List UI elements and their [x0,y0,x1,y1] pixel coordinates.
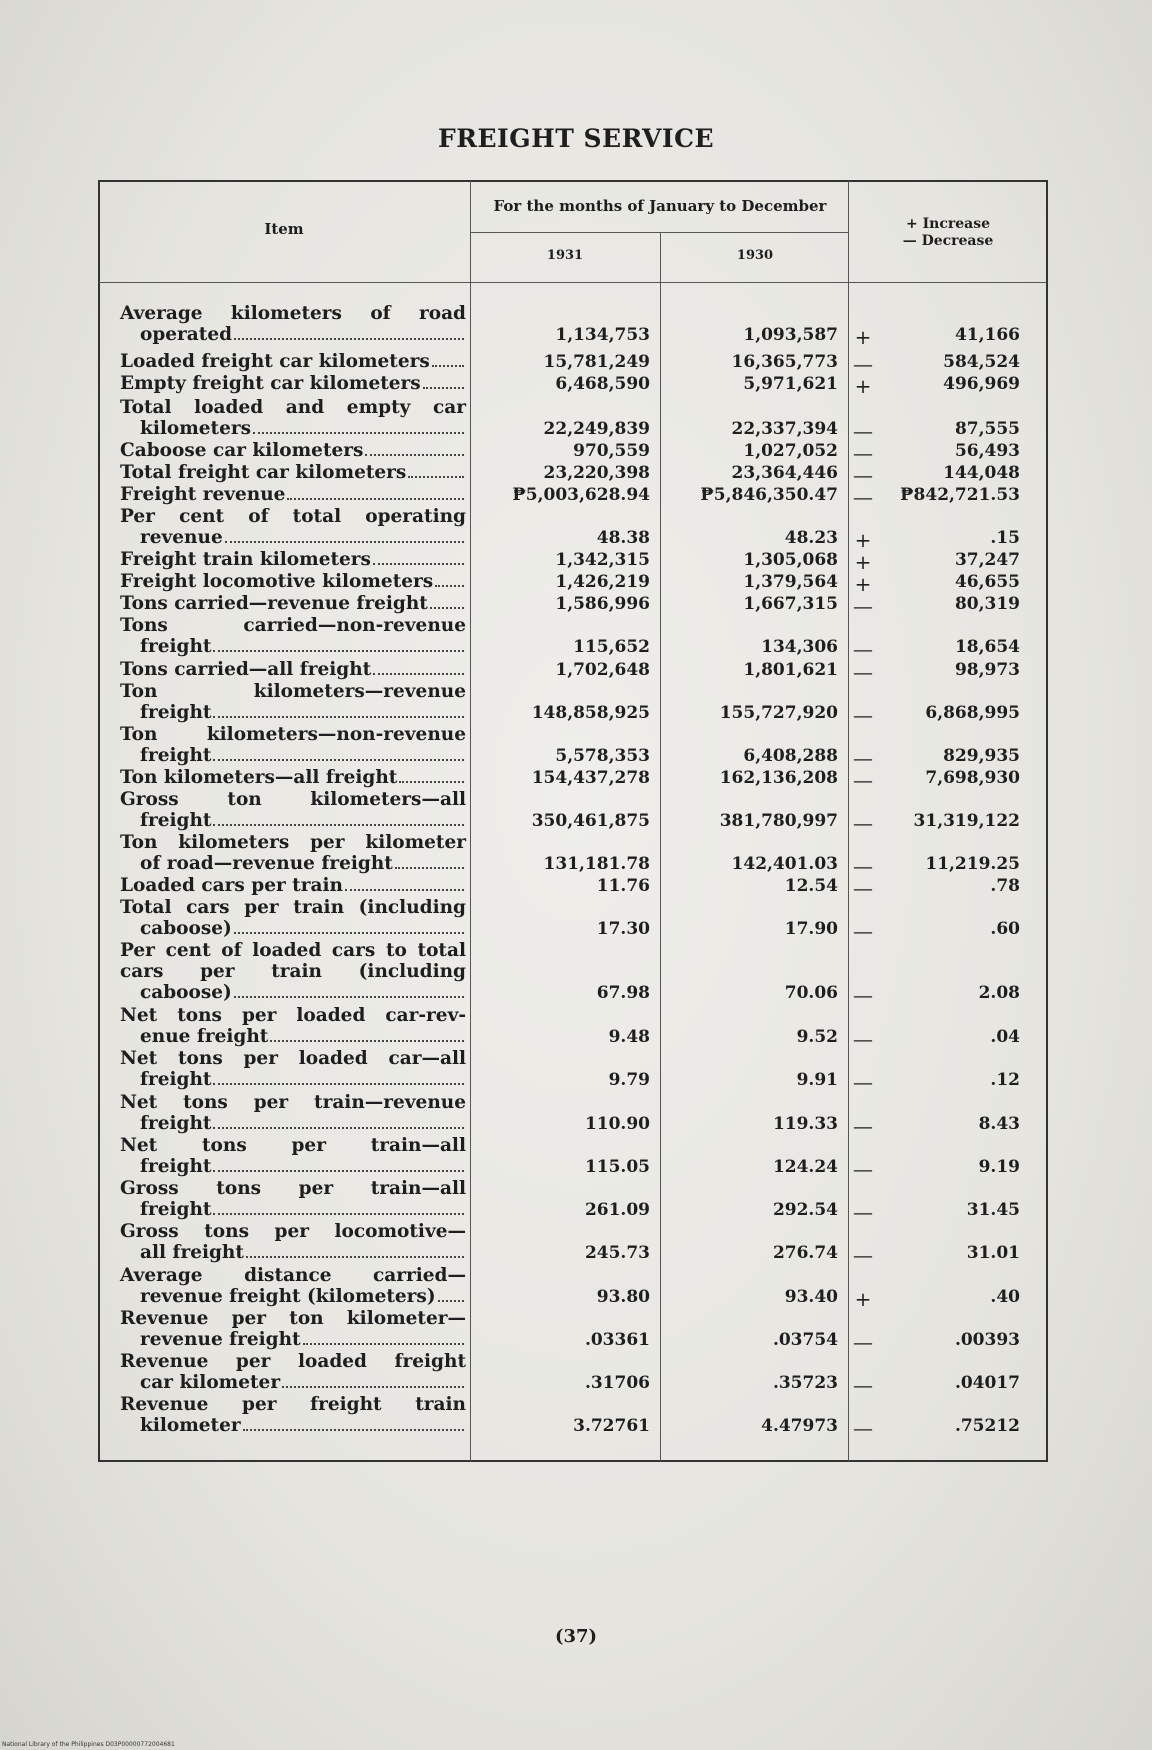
header-rule-bottom [99,282,1047,283]
value-change: .00393 [954,1330,1020,1350]
value-1930: 70.06 [784,983,838,1003]
row-label-text: revenue [140,527,223,548]
change-sign: — [853,919,873,943]
row-label-last-line [120,875,466,896]
change-sign: — [853,463,873,487]
row-label-line: Ton kilometers—revenue [120,681,466,702]
row-label [120,1394,466,1436]
row-label-text: Loaded cars per train [120,875,343,896]
leader-dots [438,1300,464,1302]
change-sign: — [853,854,873,878]
row-label-last-line [120,527,466,548]
row-label-line: Average kilometers of road [120,303,466,324]
row-label-text: revenue freight [140,1329,301,1350]
row-label-last-line [120,1242,466,1263]
row-label [120,303,466,345]
row-label-last-line [120,853,466,874]
value-change: 31.45 [966,1200,1020,1220]
row-label-text: caboose) [140,918,232,939]
row-label-text: all freight [140,1242,244,1263]
row-label-text: Ton kilometers—all freight [120,767,398,788]
row-label [120,681,466,723]
value-1931: 1,426,219 [555,572,650,592]
value-change: .15 [990,528,1020,548]
row-label-text: Caboose car kilometers [120,440,364,461]
column-rule-change [848,181,849,1461]
row-label-last-line [120,593,466,614]
leader-dots [365,454,464,456]
row-label-text: freight [140,1069,212,1090]
row-label-text: Freight revenue [120,484,286,505]
row-label [120,549,466,570]
row-label-last-line [120,1199,466,1220]
row-label-line: Total cars per train (including [120,897,466,918]
value-change: 80,319 [954,594,1020,614]
leader-dots [213,716,464,718]
row-label [120,373,466,394]
row-label [120,875,466,896]
row-label-text: enue freight [140,1026,269,1047]
change-sign: + [854,572,872,596]
leader-dots [432,365,464,367]
value-1930: 23,364,446 [731,463,838,483]
row-label-last-line [120,462,466,483]
change-sign: — [853,1416,873,1440]
value-1931: 3.72761 [573,1416,650,1436]
row-label-text: freight [140,810,212,831]
leader-dots [373,563,464,565]
leader-dots [345,889,464,891]
value-1931: 970,559 [573,441,650,461]
row-label-last-line [120,440,466,461]
change-sign: — [853,983,873,1007]
change-sign: — [853,441,873,465]
value-1931: ₱5,003,628.94 [512,485,650,505]
leader-dots [303,1343,464,1345]
row-label-last-line [120,810,466,831]
value-1931: 350,461,875 [531,811,650,831]
row-label-text: freight [140,1113,212,1134]
row-label-last-line [120,1286,466,1307]
value-change: .04 [990,1027,1020,1047]
value-change: .60 [990,919,1020,939]
row-label-last-line [120,1329,466,1350]
row-label [120,940,466,1003]
change-sign: + [854,1287,872,1311]
row-label-text: freight [140,702,212,723]
value-1930: 1,027,052 [743,441,838,461]
row-label-line: Net tons per train—revenue [120,1092,466,1113]
change-sign: — [853,1157,873,1181]
row-label-last-line [120,659,466,680]
value-change: 11,219.25 [925,854,1020,874]
leader-dots [234,338,464,340]
row-label-last-line [120,1069,466,1090]
value-change: 37,247 [954,550,1020,570]
row-label-text: freight [140,1199,212,1220]
leader-dots [246,1256,464,1258]
leader-dots [213,1083,464,1085]
value-change: .78 [990,876,1020,896]
value-1931: .31706 [584,1373,650,1393]
row-label-last-line [120,324,466,345]
row-label-line: Average distance carried— [120,1265,466,1286]
row-label-line: Gross tons per locomotive— [120,1221,466,1242]
leader-dots [213,1127,464,1129]
value-change: 31,319,122 [913,811,1020,831]
row-label [120,351,466,372]
header-period: For the months of January to December [493,197,827,215]
value-1930: 22,337,394 [731,419,838,439]
change-sign: — [853,703,873,727]
value-1931: 5,578,353 [555,746,650,766]
value-1930: 1,667,315 [743,594,838,614]
value-change: .40 [990,1287,1020,1307]
leader-dots [399,781,464,783]
row-label [120,1351,466,1393]
change-sign: + [854,325,872,349]
row-label [120,506,466,548]
value-1930: .03754 [772,1330,838,1350]
value-1930: .35723 [772,1373,838,1393]
row-label [120,593,466,614]
value-1931: 148,858,925 [531,703,650,723]
row-label-line: Net tons per train—all [120,1135,466,1156]
value-1931: 261.09 [584,1200,650,1220]
value-1931: 245.73 [584,1243,650,1263]
row-label [120,397,466,439]
row-label-last-line [120,1415,466,1436]
row-label-text: Freight train kilometers [120,549,371,570]
change-sign: — [853,876,873,900]
change-sign: — [853,1373,873,1397]
row-label [120,1308,466,1350]
change-sign: + [854,550,872,574]
row-label-text: freight [140,745,212,766]
change-sign: — [853,811,873,835]
value-1931: 1,134,753 [555,325,650,345]
row-label-text: freight [140,1156,212,1177]
row-label-last-line [120,351,466,372]
leader-dots [213,759,464,761]
value-1931: 1,342,315 [555,550,650,570]
row-label-last-line [120,418,466,439]
value-1930: 1,093,587 [743,325,838,345]
change-sign: — [853,485,873,509]
row-label-text: Total freight car kilometers [120,462,407,483]
value-1930: 1,305,068 [743,550,838,570]
row-label [120,462,466,483]
value-change: 7,698,930 [925,768,1020,788]
value-change: 98,973 [954,660,1020,680]
leader-dots [423,387,464,389]
leader-dots [270,1040,464,1042]
leader-dots [408,476,464,478]
row-label [120,484,466,505]
page-number: (37) [554,1626,598,1647]
row-label [120,1135,466,1177]
row-label-line: Tons carried—non-revenue [120,615,466,636]
change-sign: — [853,594,873,618]
row-label-text: revenue freight (kilometers) [140,1286,436,1307]
value-1930: 124.24 [772,1157,838,1177]
value-change: 41,166 [954,325,1020,345]
value-1930: 1,801,621 [743,660,838,680]
value-1930: 5,971,621 [743,374,838,394]
value-1930: 93.40 [784,1287,838,1307]
row-label-last-line [120,745,466,766]
value-1930: 155,727,920 [719,703,838,723]
value-1930: 9.91 [796,1070,838,1090]
row-label-text: freight [140,636,212,657]
change-sign: — [853,660,873,684]
header-change-increase: + Increase [906,216,990,232]
row-label-text: Tons carried—revenue freight [120,593,428,614]
header-rule-period [470,232,848,233]
header-1930: 1930 [736,248,774,263]
leader-dots [213,650,464,652]
row-label [120,767,466,788]
row-label [120,1092,466,1134]
leader-dots [213,1170,464,1172]
value-change: 9.19 [978,1157,1020,1177]
row-label [120,789,466,831]
row-label-line: Per cent of total operating [120,506,466,527]
value-1930: 292.54 [772,1200,838,1220]
row-label [120,571,466,592]
change-sign: + [854,374,872,398]
value-change: .12 [990,1070,1020,1090]
value-1930: 1,379,564 [743,572,838,592]
row-label-line: Ton kilometers—non-revenue [120,724,466,745]
row-label-line: Gross tons per train—all [120,1178,466,1199]
change-sign: — [853,1114,873,1138]
row-label [120,659,466,680]
value-1930: 17.90 [784,919,838,939]
value-1930: 48.23 [784,528,838,548]
change-sign: — [853,1027,873,1051]
row-label [120,897,466,939]
row-label-text: Loaded freight car kilometers [120,351,430,372]
value-1931: 67.98 [596,983,650,1003]
row-label-line: Total loaded and empty car [120,397,466,418]
row-label [120,1178,466,1220]
value-1930: 12.54 [784,876,838,896]
value-1930: 4.47973 [761,1416,838,1436]
row-label-last-line [120,484,466,505]
leader-dots [253,432,464,434]
leader-dots [234,996,464,998]
row-label-last-line [120,1156,466,1177]
value-1931: 110.90 [584,1114,650,1134]
value-1931: 48.38 [596,528,650,548]
row-label-last-line [120,918,466,939]
value-change: 496,969 [943,374,1020,394]
row-label-line: Ton kilometers per kilometer [120,832,466,853]
page-title: FREIGHT SERVICE [437,124,715,153]
row-label-last-line [120,373,466,394]
value-1930: 381,780,997 [719,811,838,831]
value-1930: ₱5,846,350.47 [700,485,838,505]
row-label-line: Net tons per loaded car—all [120,1048,466,1069]
value-1930: 142,401.03 [731,854,838,874]
row-label-last-line [120,1372,466,1393]
value-1931: 1,702,648 [555,660,650,680]
value-1931: 11.76 [596,876,650,896]
row-label-text: car kilometer [140,1372,281,1393]
value-change: 46,655 [954,572,1020,592]
row-label-last-line [120,702,466,723]
row-label [120,1005,466,1047]
change-sign: — [853,1243,873,1267]
row-label-text: kilometer [140,1415,241,1436]
change-sign: — [853,1070,873,1094]
leader-dots [243,1429,464,1431]
value-1931: 1,586,996 [555,594,650,614]
value-1931: 154,437,278 [531,768,650,788]
header-change-decrease: — Decrease [902,233,994,249]
row-label-text: operated [140,324,233,345]
row-label-last-line [120,571,466,592]
value-1930: 16,365,773 [731,352,838,372]
leader-dots [213,1213,464,1215]
row-label-text: kilometers [140,418,252,439]
header-1931: 1931 [546,248,584,263]
row-label-last-line [120,1026,466,1047]
value-change: 31.01 [966,1243,1020,1263]
row-label [120,1221,466,1263]
value-change: 144,048 [943,463,1020,483]
row-label [120,832,466,874]
leader-dots [395,867,464,869]
row-label-line: Revenue per freight train [120,1394,466,1415]
value-1930: 162,136,208 [719,768,838,788]
change-sign: — [853,637,873,661]
value-1931: 23,220,398 [543,463,650,483]
value-1931: 115.05 [584,1157,650,1177]
value-1931: 9.79 [608,1070,650,1090]
row-label [120,1048,466,1090]
source-caption: National Library of the Philippines D03P00000772004681 [2,1741,175,1748]
change-sign: — [853,419,873,443]
row-label-last-line [120,982,466,1003]
value-1931: 6,468,590 [555,374,650,394]
change-sign: — [853,1330,873,1354]
row-label-line: Net tons per loaded car-rev- [120,1005,466,1026]
row-label-line: Gross ton kilometers—all [120,789,466,810]
value-change: 6,868,995 [925,703,1020,723]
value-1930: 134,306 [761,637,838,657]
row-label [120,1265,466,1307]
row-label-line: Revenue per ton kilometer— [120,1308,466,1329]
value-1930: 9.52 [796,1027,838,1047]
row-label-last-line [120,767,466,788]
value-change: ₱842,721.53 [900,485,1020,505]
row-label [120,440,466,461]
change-sign: + [854,528,872,552]
leader-dots [373,673,464,675]
row-label-text: of road—revenue freight [140,853,393,874]
value-change: .04017 [954,1373,1020,1393]
row-label-last-line [120,1113,466,1134]
change-sign: — [853,1200,873,1224]
value-1931: 115,652 [573,637,650,657]
value-change: .75212 [954,1416,1020,1436]
row-label-text: caboose) [140,982,232,1003]
value-change: 87,555 [954,419,1020,439]
value-1931: 22,249,839 [543,419,650,439]
leader-dots [213,824,464,826]
leader-dots [225,541,464,543]
value-change: 18,654 [954,637,1020,657]
row-label-line: Per cent of loaded cars to total [120,940,466,961]
row-label [120,724,466,766]
value-1931: 15,781,249 [543,352,650,372]
row-label-text: Tons carried—all freight [120,659,372,680]
value-1930: 119.33 [772,1114,838,1134]
value-1931: 93.80 [596,1287,650,1307]
row-label-last-line [120,636,466,657]
leader-dots [287,498,464,500]
value-change: 56,493 [954,441,1020,461]
leader-dots [430,607,464,609]
value-1931: 131,181.78 [543,854,650,874]
column-rule-years [660,232,661,1461]
row-label-line: cars per train (including [120,961,466,982]
value-change: 829,935 [943,746,1020,766]
change-sign: — [853,352,873,376]
value-change: 2.08 [978,983,1020,1003]
value-1930: 6,408,288 [743,746,838,766]
leader-dots [282,1386,464,1388]
value-1930: 276.74 [772,1243,838,1263]
value-1931: .03361 [584,1330,650,1350]
leader-dots [234,932,464,934]
change-sign: — [853,746,873,770]
change-sign: — [853,768,873,792]
row-label-text: Empty freight car kilometers [120,373,421,394]
leader-dots [435,585,464,587]
row-label-text: Freight locomotive kilometers [120,571,434,592]
value-change: 8.43 [978,1114,1020,1134]
row-label-last-line [120,549,466,570]
value-1931: 9.48 [608,1027,650,1047]
value-change: 584,524 [943,352,1020,372]
row-label [120,615,466,657]
header-item: Item [264,220,304,238]
value-1931: 17.30 [596,919,650,939]
row-label-line: Revenue per loaded freight [120,1351,466,1372]
